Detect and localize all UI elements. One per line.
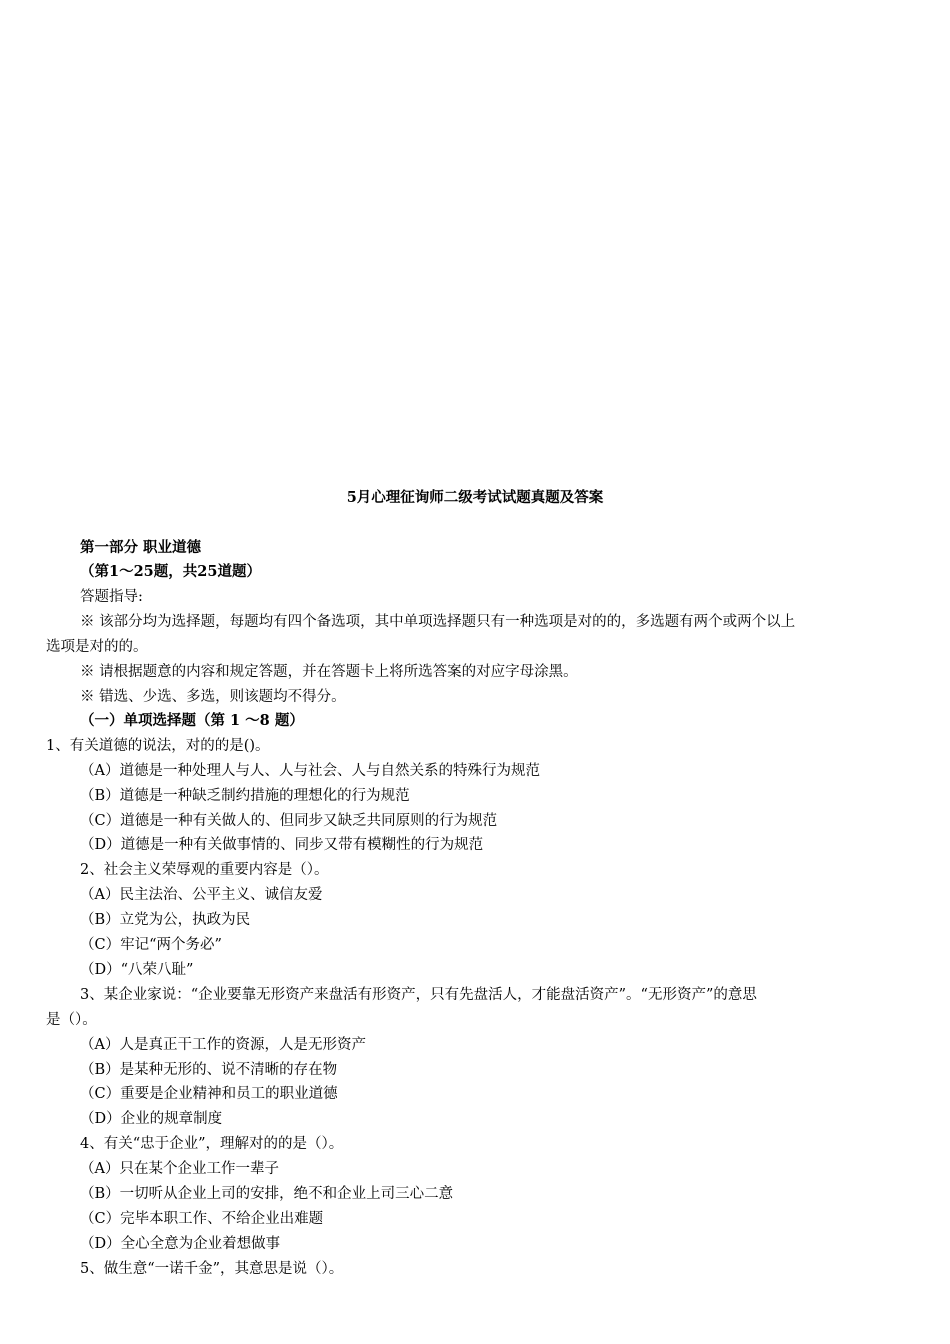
question-5: 5、做生意“一诺千金”，其意思是说（）。 bbox=[80, 1261, 344, 1277]
document-title: 5月心理征询师二级考试试题真题及答案 bbox=[346, 489, 604, 506]
question-3-option-a: （A）人是真正干工作的资源，人是无形资产 bbox=[80, 1037, 366, 1053]
question-1: 1、有关道德的说法，对的的是()。 bbox=[46, 738, 270, 754]
guide-item-3: ※ 错选、少选、多选，则该题均不得分。 bbox=[80, 689, 346, 705]
question-4: 4、有关“忠于企业”，理解对的的是（）。 bbox=[80, 1136, 344, 1152]
part-title: 第一部分 职业道德 bbox=[80, 539, 202, 556]
question-2-option-c: （C）牢记“两个务必” bbox=[80, 937, 222, 953]
question-3: 3、某企业家说：“企业要靠无形资产来盘活有形资产，只有先盘活人，才能盘活资产”。“无形资产”的意思 bbox=[80, 987, 757, 1003]
question-1-option-b: （B）道德是一种缺乏制约措施的理想化的行为规范 bbox=[80, 788, 410, 804]
question-1-option-a: （A）道德是一种处理人与人、人与社会、人与自然关系的特殊行为规范 bbox=[80, 763, 540, 779]
question-1-option-c: （C）道德是一种有关做人的、但同步又缺乏共同原则的行为规范 bbox=[80, 813, 498, 829]
section-title: （一）单项选择题（第 1 ～8 题） bbox=[80, 712, 304, 729]
question-2-option-a: （A）民主法治、公平主义、诚信友爱 bbox=[80, 887, 323, 903]
guide-item-1: ※ 该部分均为选择题，每题均有四个备选项，其中单项选择题只有一种选项是对的的，多选题有两个或两个以上 bbox=[80, 614, 796, 630]
guide-item-1-cont: 选项是对的的。 bbox=[46, 639, 148, 655]
question-2: 2、社会主义荣辱观的重要内容是（）。 bbox=[80, 862, 329, 878]
question-2-option-d: （D）“八荣八耻” bbox=[80, 962, 194, 978]
question-4-option-b: （B）一切听从企业上司的安排，绝不和企业上司三心二意 bbox=[80, 1186, 454, 1202]
part-range: （第1～25题，共25道题） bbox=[80, 563, 261, 580]
question-3-cont: 是（）。 bbox=[46, 1012, 97, 1028]
question-3-option-d: （D）企业的规章制度 bbox=[80, 1111, 223, 1127]
question-3-option-b: （B）是某种无形的、说不清晰的存在物 bbox=[80, 1062, 338, 1078]
question-2-option-b: （B）立党为公，执政为民 bbox=[80, 912, 251, 928]
guide-item-2: ※ 请根据题意的内容和规定答题，并在答题卡上将所选答案的对应字母涂黑。 bbox=[80, 664, 578, 680]
question-1-option-d: （D）道德是一种有关做事情的、同步又带有模糊性的行为规范 bbox=[80, 837, 484, 853]
guide-label: 答题指导: bbox=[80, 589, 143, 605]
question-3-option-c: （C）重要是企业精神和员工的职业道德 bbox=[80, 1086, 338, 1102]
question-4-option-c: （C）完毕本职工作、不给企业出难题 bbox=[80, 1211, 324, 1227]
question-4-option-d: （D）全心全意为企业着想做事 bbox=[80, 1236, 281, 1252]
question-4-option-a: （A）只在某个企业工作一辈子 bbox=[80, 1161, 279, 1177]
